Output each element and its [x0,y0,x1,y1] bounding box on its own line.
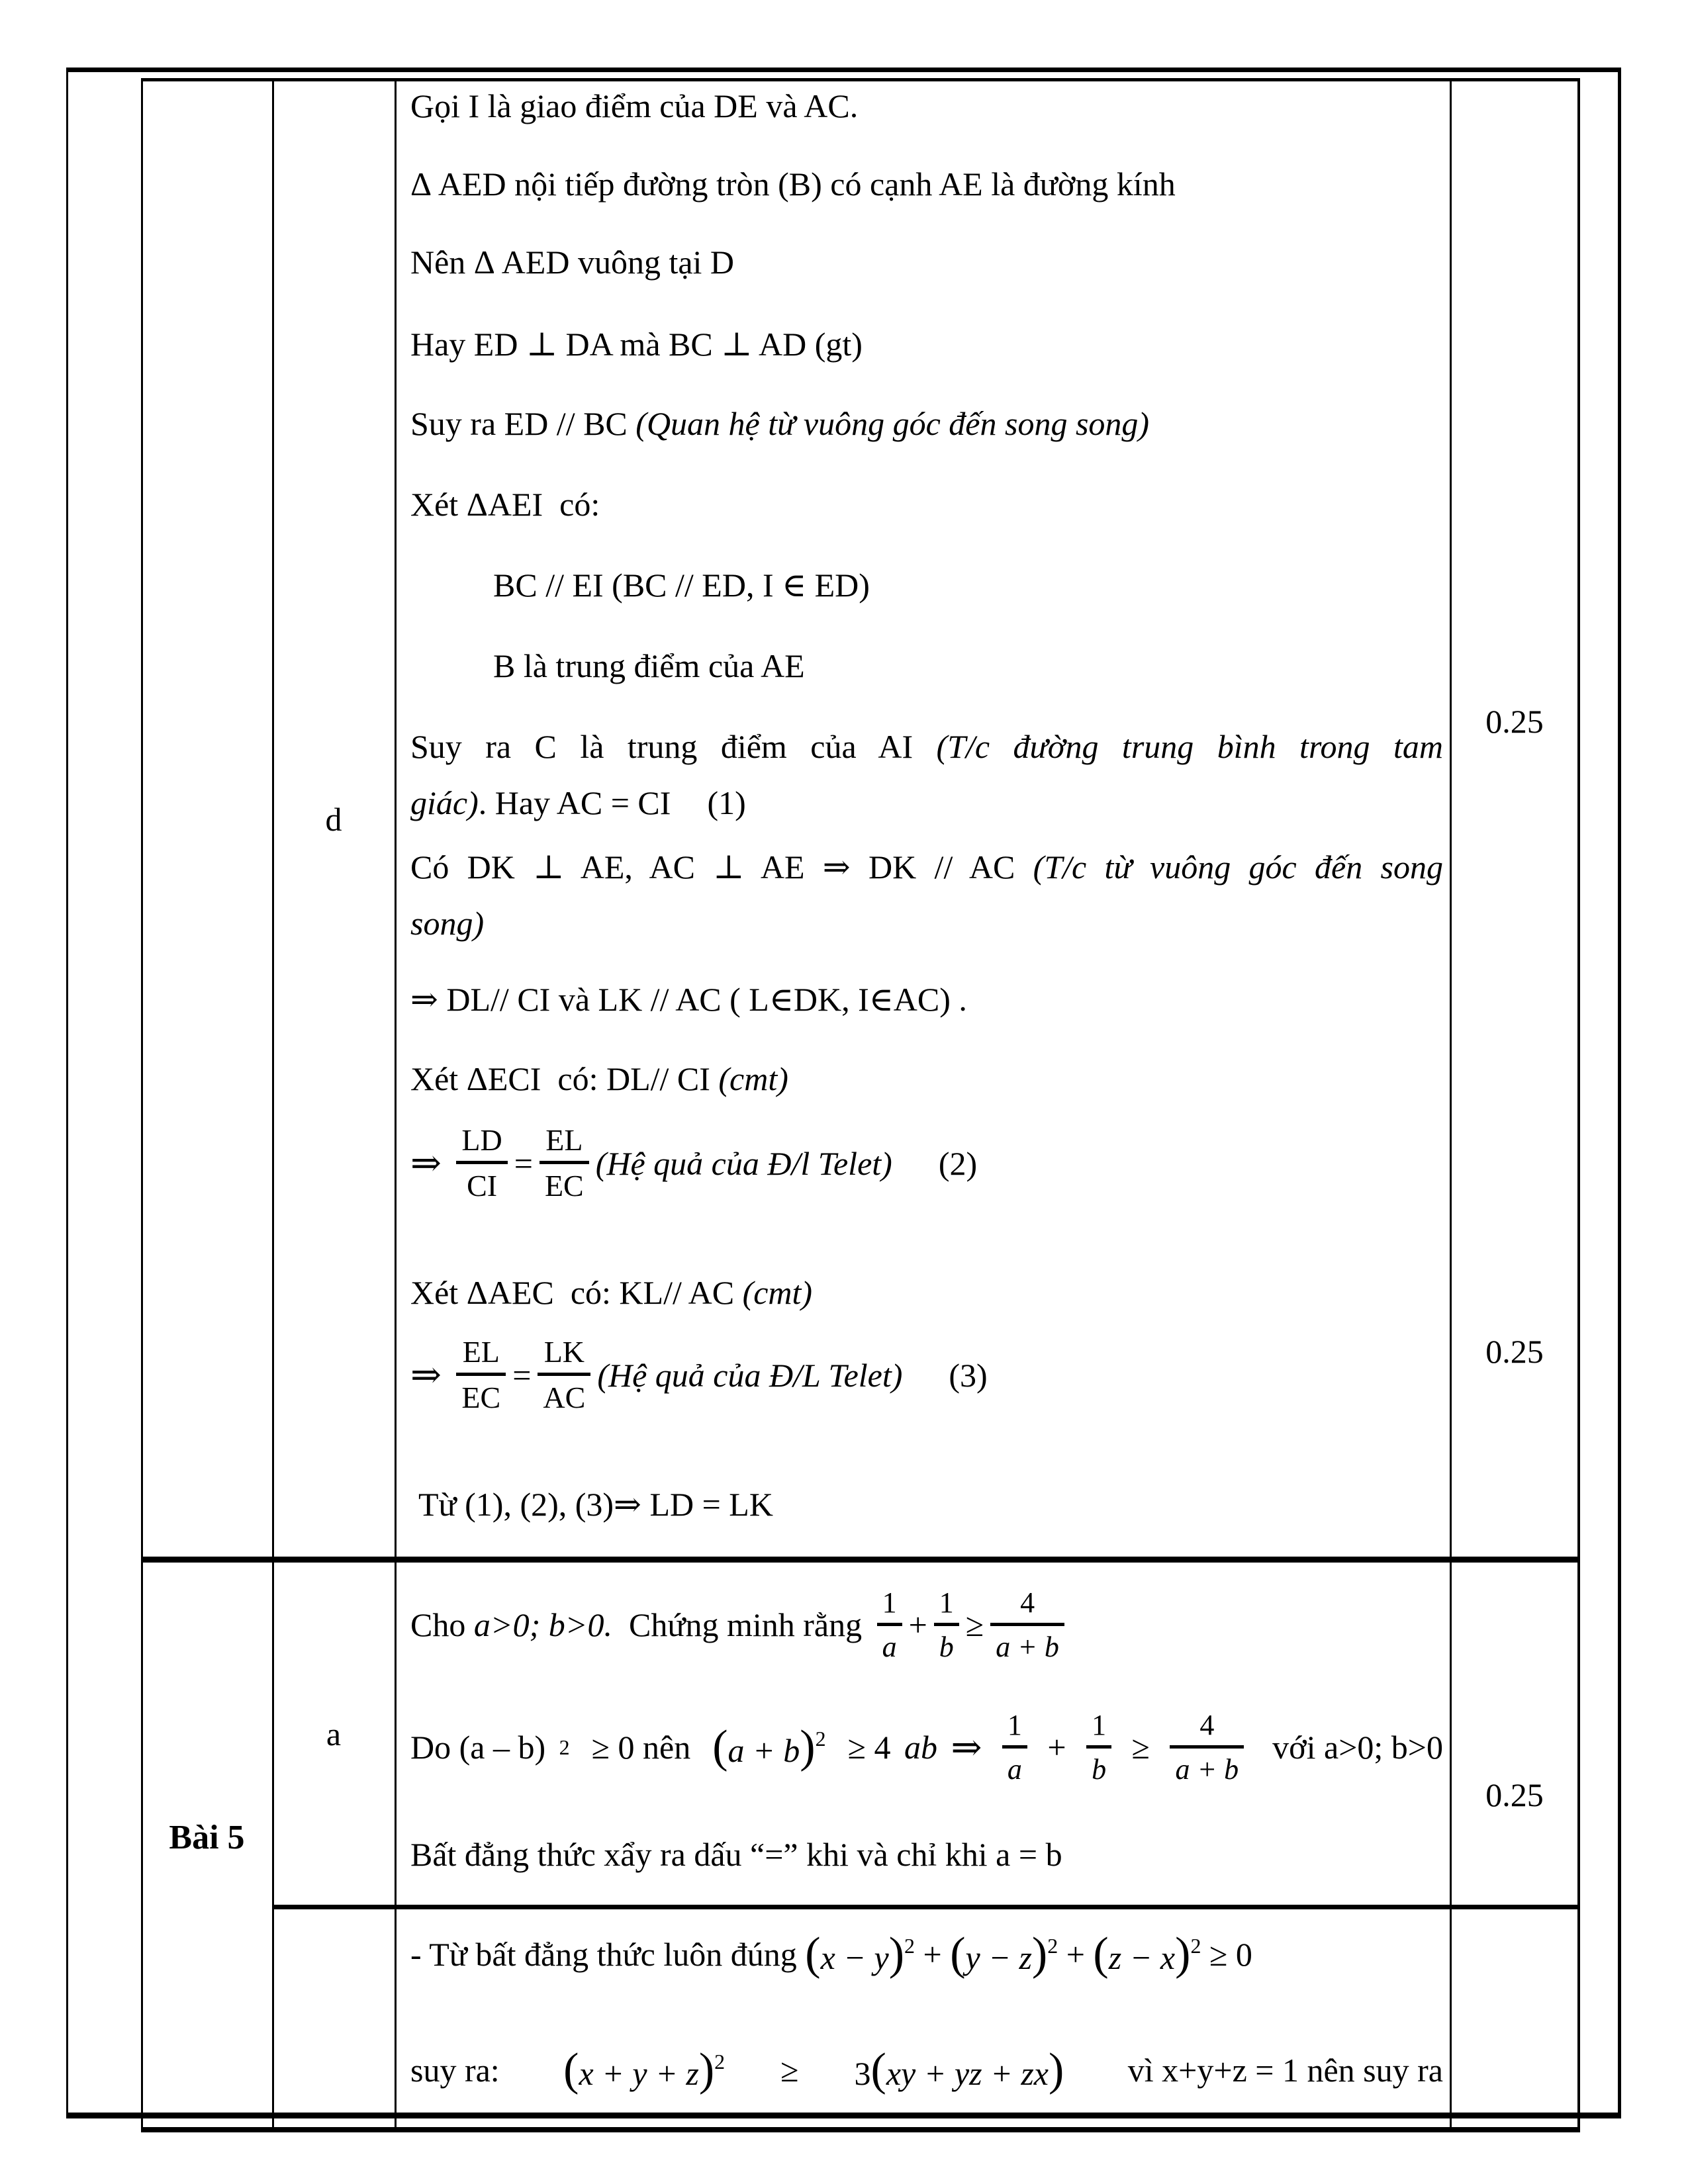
row-separator-1 [141,1557,1580,1563]
problem-statement-a: Cho a>0; b>0. Chứng minh rằng 1 a + 1 b ≥ 4 a + b [410,1582,1071,1668]
proof-line-3: Nên Δ AED vuông tại D [410,244,735,281]
squared-term-zx: $(z - x)^2$ [1093,1928,1201,1979]
bai-5-text: Bài 5 [169,1819,245,1856]
proof-line-7: BC // EI (BC // ED, I ∈ ED) [493,567,870,604]
proof-line-2: Δ AED nội tiếp đường tròn (B) có cạnh AE là đường kính [410,165,1176,203]
proof-line-5: Suy ra ED // BC (Quan hệ từ vuông góc đến song song) [410,405,1150,442]
score-badge [1452,1776,1577,1814]
sub-part-label-a [274,1563,393,1905]
three-times-term: 3(xy + yz + zx) [854,2044,1064,2095]
question-label-bai-5 [143,1563,271,2113]
inner-border-bottom-strip [141,2127,1580,2132]
proof-line-11: ⇒ DL// CI và LK // AC ( L∈DK, I∈AC) . [410,981,967,1018]
proof-line-4: Hay ED ⊥ DA mà BC ⊥ AD (gt) [410,326,863,363]
proof-line-a2: Do (a – b) 2 ≥ 0 nên $(a + b)^2$ ≥ 4 ab ⇒ 1 a + 1 b ≥ 4 a + b với a>0; b>0 [410,1708,1443,1786]
formula-3: ⇒ EL EC = LK AC (Hệ quả của Đ/L Telet) (3) [410,1335,988,1414]
proof-line-9b: giác). Hay AC = CI (1) [410,784,746,821]
implies-arrow: ⇒ [951,1727,982,1768]
column-divider-sub [395,78,397,2132]
score-value: 0.25 [1485,703,1544,740]
score-value: 0.25 [1485,1333,1544,1370]
inner-border-right [1577,78,1580,2132]
fraction-4-ab: 4 a + b [990,1588,1064,1662]
implies-arrow: ⇒ [410,1142,442,1184]
outer-border-left [66,68,68,2118]
squared-sum-xyz: $(x + y + z)^2$ [563,2044,726,2095]
fraction-1-b: 1 b [934,1588,959,1662]
outer-border-top [66,68,1621,72]
squared-term-yz: $(y - z)^2$ [950,1928,1058,1979]
outer-border-bottom [66,2113,1621,2118]
sub-part-label-d [274,81,393,1557]
proof-line-8: B là trung điểm của AE [493,647,805,684]
proof-line-b2: suy ra: $(x + y + z)^2$ ≥ 3(xy + yz + zx) vì x+y+z = 1 nên suy ra [410,2044,1443,2095]
fraction-EL-EC: EL EC [456,1337,506,1413]
sub-part-d-text: d [325,800,342,838]
fraction-LD-CI: LD CI [456,1125,507,1201]
proof-line-a3: Bất đẳng thức xẩy ra dấu “=” khi và chỉ khi a = b [410,1836,1062,1873]
proof-line-12: Xét ΔECI có: DL// CI (cmt) [410,1060,788,1097]
outer-border-right [1618,68,1621,2118]
score-badge [1452,1332,1577,1371]
proof-line-1: Gọi I là giao điểm của DE và AC. [410,87,859,124]
fraction-EL-EC: EL EC [539,1125,589,1201]
proof-line-14: Xét ΔAEC có: KL// AC (cmt) [410,1274,813,1311]
implies-arrow: ⇒ [410,1354,442,1396]
proof-line-b1: - Từ bất đẳng thức luôn đúng $(x - y)^2$ + $(y - z)^2$ + $(z - x)^2$ ≥ 0 [410,1928,1252,1979]
row-separator-2 [272,1905,1580,1909]
sub-part-a-text: a [326,1715,342,1752]
proof-line-10a: Có DK ⊥ AE, AC ⊥ AE ⇒ DK // AC (T/c từ vuông góc đến song [410,848,1443,886]
column-divider-score [1450,78,1452,2132]
fraction-4-ab: 4 a + b [1170,1711,1244,1784]
fraction-1-a: 1 a [1002,1711,1027,1784]
formula-2: ⇒ LD CI = EL EC (Hệ quả của Đ/l Telet) (2) [410,1123,978,1203]
score-badge [1452,702,1577,741]
proof-line-16: Từ (1), (2), (3)⇒ LD = LK [418,1486,773,1523]
fraction-1-a: 1 a [877,1588,902,1662]
squared-sum-term: $(a + b)^2$ [712,1721,826,1772]
fraction-1-b: 1 b [1086,1711,1111,1784]
proof-line-10b: song) [410,905,485,942]
squared-term-xy: $(x - y)^2$ [805,1928,915,1979]
score-value: 0.25 [1485,1776,1544,1813]
proof-line-9a: Suy ra C là trung điểm của AI (T/c đường trung bình trong tam [410,728,1443,765]
fraction-LK-AC: LK AC [538,1337,590,1413]
proof-line-6: Xét ΔAEI có: [410,486,600,523]
